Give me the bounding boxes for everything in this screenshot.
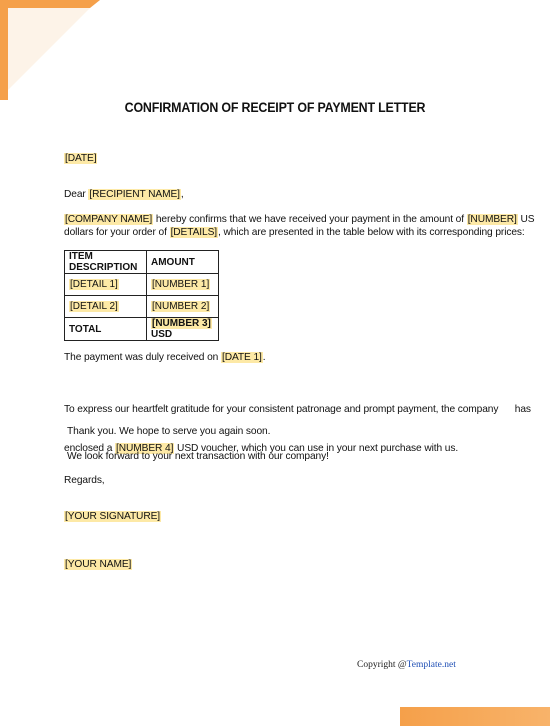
- items-table: [64, 250, 219, 341]
- paragraph-confirmation: [64, 213, 534, 239]
- row-desc-cell: [65, 274, 147, 296]
- date-line: [64, 152, 97, 165]
- text-fragment: hereby confirms that we have received your payment in the amount of: [153, 214, 467, 225]
- letter-title: CONFIRMATION OF RECEIPT OF PAYMENT LETTER: [124, 100, 426, 115]
- detail-1-placeholder: [DETAIL 1]: [70, 279, 118, 290]
- detail-2-placeholder: [DETAIL 2]: [70, 301, 118, 312]
- paragraph-line: [64, 226, 534, 239]
- signature-line: [64, 510, 161, 523]
- text-fragment: The payment was duly received on: [64, 352, 221, 363]
- row-desc-cell: [65, 296, 147, 318]
- signature-placeholder: [YOUR SIGNATURE]: [65, 511, 161, 522]
- copyright-site: Template.net: [406, 660, 456, 670]
- paragraph-line: To express our heartfelt gratitude for your consistent patronage and prompt payment, the company has: [64, 404, 531, 415]
- name-line: [64, 558, 132, 571]
- paragraph-received: [64, 351, 265, 364]
- header-item-description: ITEM DESCRIPTION: [65, 251, 147, 274]
- date-placeholder: [DATE]: [65, 153, 97, 164]
- corner-decoration-bottom-right: [400, 707, 550, 726]
- text-fragment: enclosed a: [64, 443, 116, 454]
- corner-decoration-top-left: [0, 0, 100, 100]
- row-amount-cell: [147, 274, 219, 296]
- text-fragment: .: [262, 352, 266, 363]
- header-amount: AMOUNT: [147, 251, 219, 274]
- number-2-placeholder: [NUMBER 2]: [152, 301, 210, 312]
- number-4-placeholder: [NUMBER 4]: [116, 443, 174, 454]
- number-placeholder: [NUMBER]: [467, 214, 517, 225]
- table-header-row: [65, 251, 219, 274]
- salutation-suffix: ,: [180, 189, 184, 200]
- table-row: [65, 274, 219, 296]
- total-unit: USD: [151, 329, 173, 340]
- copyright-notice: [357, 660, 456, 670]
- recipient-placeholder: [RECIPIENT NAME]: [89, 189, 180, 200]
- salutation-prefix: Dear: [64, 189, 86, 200]
- name-placeholder: [YOUR NAME]: [65, 559, 132, 570]
- total-amount-cell: [147, 318, 219, 341]
- row-amount-cell: [147, 296, 219, 318]
- text-fragment: dollars for your order of: [64, 227, 170, 238]
- paragraph-line: [64, 213, 534, 226]
- table-row: [65, 296, 219, 318]
- text-fragment: , which are presented in the table below with its corresponding prices:: [218, 227, 525, 238]
- copyright-prefix: Copyright @: [357, 660, 407, 670]
- table-total-row: [65, 318, 219, 341]
- company-placeholder: [COMPANY NAME]: [65, 214, 153, 225]
- text-fragment: USD voucher, which you can use in your next purchase with us.: [174, 443, 459, 454]
- salutation: [64, 188, 184, 201]
- text-fragment: US: [517, 214, 535, 225]
- number-3-placeholder: [NUMBER 3]: [152, 318, 211, 329]
- date-1-placeholder: [DATE 1]: [221, 352, 262, 363]
- details-placeholder: [DETAILS]: [170, 227, 218, 238]
- number-1-placeholder: [NUMBER 1]: [152, 279, 210, 290]
- thanks-line: Thank you. We hope to serve you again soon.: [67, 426, 271, 437]
- forward-line: We look forward to your next transaction with our company!: [67, 451, 329, 462]
- total-label: TOTAL: [65, 318, 147, 341]
- regards-line: Regards,: [64, 475, 105, 486]
